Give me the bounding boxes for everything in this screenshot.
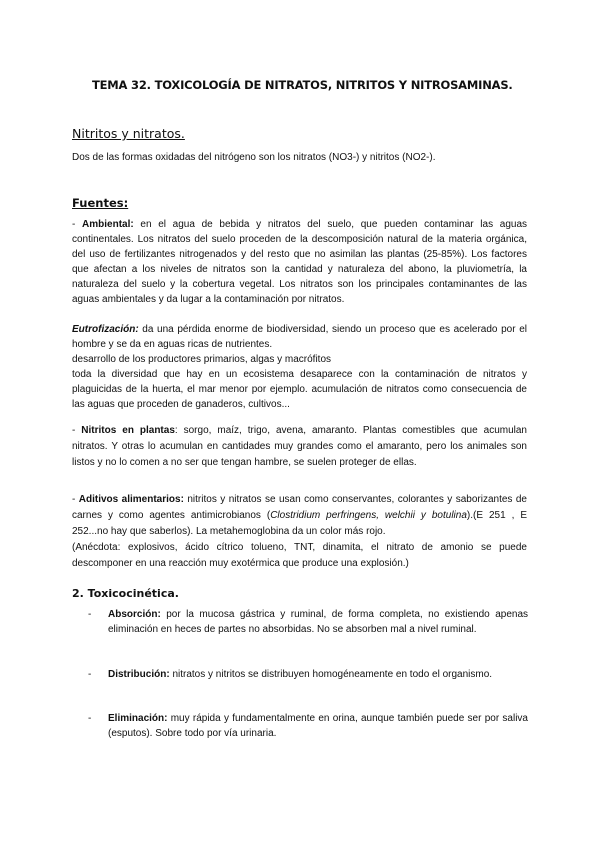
eutrofizacion-label: Eutrofización: — [72, 324, 139, 335]
document-title: TEMA 32. TOXICOLOGÍA DE NITRATOS, NITRITOS Y NITROSAMINAS. — [92, 78, 513, 92]
section-heading-nitritos: Nitritos y nitratos. — [72, 126, 185, 141]
absorcion-label: Absorción: — [108, 609, 161, 620]
aditivos-text2: ).(E 251 , E 252...no hay que saberlos). La metahemoglobina da un color más rojo. — [72, 510, 527, 537]
absorcion-text: por la mucosa gástrica y ruminal, de forma completa, no existiendo apenas eliminación en heces de partes no absorbidas. No se absorben mal a nivel ruminal. — [108, 609, 528, 635]
aditivos-label: Aditivos alimentarios: — [78, 494, 184, 505]
aditivos-italic: Clostridium perfringens, welchii y botulina — [270, 510, 467, 521]
eliminacion-text: muy rápida y fundamentalmente en orina, aunque también puede ser por saliva (esputos). Sobre todo por vía urinaria. — [108, 713, 528, 739]
aditivos-text1: nitritos y nitratos se usan como conservantes, colorantes y saborizantes de carnes y como agentes antimicrobianos ( — [72, 494, 527, 521]
eutrofizacion-line2: desarrollo de los productores primarios, algas y macrófitos — [72, 354, 331, 365]
section-intro-text: Dos de las formas oxidadas del nitrógeno son los nitratos (NO3-) y nitritos (NO2-). — [72, 152, 436, 163]
fuentes-heading: Fuentes: — [72, 196, 129, 210]
paragraph-ambiental — [72, 217, 527, 307]
plantas-prefix: - — [72, 425, 82, 436]
list-item-absorcion — [88, 607, 528, 637]
list-dash: - — [88, 713, 92, 724]
distribucion-label: Distribución: — [108, 669, 170, 680]
list-item-distribucion — [88, 667, 528, 682]
paragraph-plantas — [72, 423, 527, 471]
plantas-text: : sorgo, maíz, trigo, avena, amaranto. Plantas comestibles que acumulan nitratos. Y otras lo acumulan en cantidades muy grandes como el amaranto, pero los animales son listos y no lo comen a no ser que tengan hambre, se suelen proteger de ellas. — [72, 425, 527, 468]
paragraph-aditivos — [72, 492, 527, 572]
ambiental-text: en el agua de bebida y nitratos del suelo, que pueden contaminar las aguas continentales. Los nitratos del suelo proceden de la descomposición natural de la materia orgánica, del uso de fertilizantes nitrogenados y del resto que no asimilan las plantas (25-85%). Los factores que afectan a los niveles de nitratos son la cantidad y naturaleza del abono, la pluviometría, la naturaleza del suelo y la cobertura vegetal. Los nitratos son los principales contaminantes de las aguas ambientales y da lugar a la contaminación por nitratos. — [72, 219, 528, 305]
eutrofizacion-text: da una pérdida enorme de biodiversidad, siendo un proceso que es acelerado por el hombre y se da en aguas ricas de nutrientes. — [72, 324, 527, 350]
aditivos-prefix: - — [72, 494, 79, 505]
list-dash: - — [88, 669, 92, 680]
list-dash: - — [88, 609, 92, 620]
paragraph-eutrofizacion — [72, 322, 527, 412]
ambiental-prefix: - — [72, 219, 83, 230]
toxicocinetica-heading: 2. Toxicocinética. — [72, 587, 179, 600]
eutrofizacion-line3: toda la diversidad que hay en un ecosistema desaparece con la contaminación de nitratos y plaguicidas de la huerta, el mar menor por ejemplo. acumulación de nitratos como consecuencia de las aguas que proceden de ganaderos, cultivos... — [72, 369, 527, 410]
list-item-eliminacion — [88, 711, 528, 741]
aditivos-note: (Anécdota: explosivos, ácido cítrico tolueno, TNT, dinamita, el nitrato de amonio se puede descomponer en una reacción muy exotérmica que produce una explosión.) — [72, 542, 527, 569]
ambiental-label: Ambiental: — [82, 219, 134, 230]
plantas-label: Nitritos en plantas — [81, 425, 175, 436]
eliminacion-label: Eliminación: — [108, 713, 168, 724]
distribucion-text: nitratos y nitritos se distribuyen homogéneamente en todo el organismo. — [169, 669, 493, 680]
